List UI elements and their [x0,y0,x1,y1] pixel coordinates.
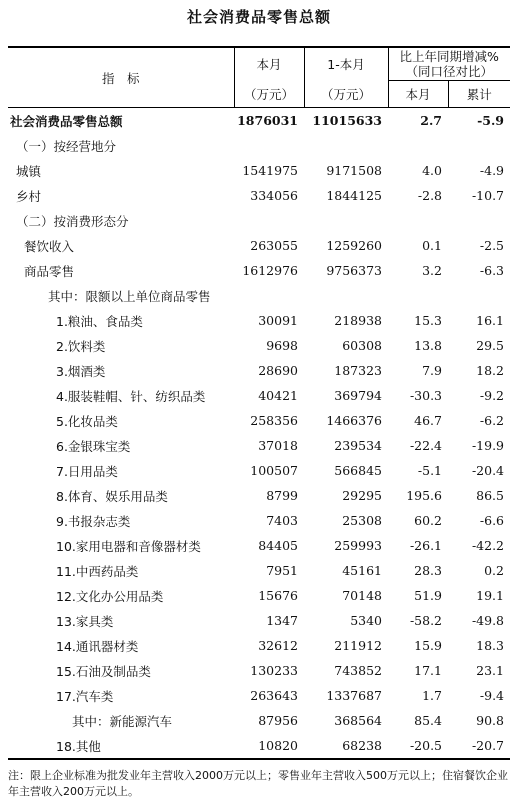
header-indicator: 指 标 [8,47,234,108]
row-growth-cum: -4.9 [479,163,504,178]
row-ytd: 239534 [334,438,382,453]
row-growth-cum: -20.7 [448,733,510,759]
row-name: 9.书报杂志类 [56,513,131,529]
table-row [8,683,510,708]
row-name: 8.体育、娱乐用品类 [56,488,168,504]
row-growth-cum: -6.6 [479,513,504,528]
row-name: 18.其他 [8,733,234,759]
row-growth-month: 3.2 [422,263,442,278]
row-growth-month: 13.8 [414,338,442,353]
row-month: 15676 [258,588,298,603]
row-ytd: 259993 [334,538,382,553]
row-name: 商品零售 [24,263,75,279]
table-row [8,583,510,608]
row-name: 5.化妆品类 [56,413,118,429]
row-ytd: 5340 [350,613,382,628]
row-ytd: 9171508 [326,163,382,178]
row-month: 28690 [258,363,298,378]
row-month: 32612 [258,638,298,653]
row-growth-cum: 90.8 [476,713,504,728]
table-row [8,233,510,258]
row-growth-month: 1.7 [422,688,442,703]
row-month [234,208,304,233]
row-growth-cum: -49.8 [471,613,504,628]
row-ytd: 368564 [334,713,382,728]
row-name: 6.金银珠宝类 [56,438,131,454]
row-name: 乡村 [16,188,42,204]
row-month: 1612976 [242,263,298,278]
row-name: （二）按消费形态分 [16,213,129,229]
row-ytd: 218938 [334,313,382,328]
row-month: 130233 [250,663,298,678]
row-ytd: 70148 [342,588,382,603]
table-row [8,483,510,508]
row-month: 84405 [258,538,298,553]
table-row [8,433,510,458]
row-ytd: 9756373 [326,263,382,278]
header-ytd-unit: （万元） [304,81,388,108]
table-row [8,658,510,683]
row-growth-cum: 23.1 [476,663,504,678]
row-growth-cum: -19.9 [471,438,504,453]
row-month: 7403 [266,513,298,528]
row-month: 40421 [258,388,298,403]
row-ytd [304,133,388,158]
row-month: 30091 [258,313,298,328]
row-growth-month: 0.1 [422,238,442,253]
table-row [8,283,510,308]
header-growth-label: 比上年同期增减% [399,49,499,64]
table-row [8,608,510,633]
row-ytd: 743852 [334,663,382,678]
row-growth-cum: -5.9 [477,113,504,128]
row-name: 3.烟酒类 [56,363,106,379]
row-name: 其中：限额以上单位商品零售 [48,288,211,304]
table-row [8,258,510,283]
header-growth [388,47,510,81]
row-month: 9698 [266,338,298,353]
row-ytd: 60308 [342,338,382,353]
row-growth-month: 51.9 [414,588,442,603]
row-name: 其中：新能源汽车 [72,713,173,729]
row-name: 15.石油及制品类 [56,663,151,679]
table-row [8,358,510,383]
row-growth-month: 28.3 [414,563,442,578]
table-row [8,183,510,208]
row-growth-cum: -9.2 [479,388,504,403]
table-row [8,408,510,433]
header-growth-sub: （同口径对比） [405,64,493,79]
row-growth-cum: -9.4 [479,688,504,703]
row-growth-month: 46.7 [414,413,442,428]
row-month: 87956 [258,713,298,728]
row-growth-month: 85.4 [414,713,442,728]
row-growth-cum: -6.3 [479,263,504,278]
row-name: （一）按经营地分 [16,138,117,154]
row-growth-month: 15.3 [414,313,442,328]
header-ytd: 1-本月 [304,47,388,81]
row-name: 1.粮油、食品类 [56,313,143,329]
row-growth-month: 195.6 [406,488,442,503]
row-ytd: 29295 [342,488,382,503]
header-growth-cum: 累计 [448,81,510,108]
row-name: 社会消费品零售总额 [10,113,123,129]
row-month [234,133,304,158]
retail-sales-table [8,46,510,760]
table-row [8,633,510,658]
row-growth-month: -2.8 [417,188,442,203]
row-name: 餐饮收入 [24,238,75,254]
row-name: 11.中西药品类 [56,563,139,579]
row-growth-cum: -2.5 [479,238,504,253]
row-growth-cum [448,208,510,233]
row-ytd: 211912 [334,638,382,653]
row-ytd: 45161 [342,563,382,578]
row-name: 7.日用品类 [56,463,118,479]
table-row [8,733,510,759]
row-month: 8799 [266,488,298,503]
row-growth-cum: -10.7 [471,188,504,203]
table-row [8,558,510,583]
row-month: 100507 [250,463,298,478]
row-ytd: 1466376 [326,413,382,428]
header-month: 本月 [234,47,304,81]
row-month [234,283,304,308]
row-month: 1347 [266,613,298,628]
row-growth-month: 4.0 [422,163,442,178]
header-growth-month: 本月 [388,81,448,108]
row-growth-month: 7.9 [422,363,442,378]
row-ytd: 25308 [342,513,382,528]
row-ytd: 566845 [334,463,382,478]
table-row [8,108,510,134]
row-name: 13.家具类 [56,613,114,629]
row-growth-month: -58.2 [409,613,442,628]
row-ytd: 1337687 [326,688,382,703]
row-growth-month [388,208,448,233]
row-growth-cum: 19.1 [476,588,504,603]
row-growth-month: -20.5 [388,733,448,759]
row-ytd [304,283,388,308]
row-month: 334056 [250,188,298,203]
row-growth-month: 17.1 [414,663,442,678]
row-name: 12.文化办公用品类 [56,588,164,604]
row-name: 10.家用电器和音像器材类 [56,538,201,554]
page-title: 社会消费品零售总额 [186,8,331,26]
row-month: 1541975 [242,163,298,178]
footnote: 注：限上企业标准为批发业年主营收入2000万元以上；零售业年主营收入500万元以上；住宿餐饮企业年主营收入200万元以上。 [8,769,508,798]
row-name: 城镇 [16,163,42,179]
row-ytd: 1259260 [326,238,382,253]
row-ytd: 1844125 [326,188,382,203]
row-growth-cum: 16.1 [476,313,504,328]
row-growth-month: -5.1 [417,463,442,478]
row-name: 17.汽车类 [56,688,114,704]
row-growth-cum [448,133,510,158]
table-row [8,533,510,558]
row-growth-cum: -6.2 [479,413,504,428]
row-growth-month [388,133,448,158]
row-growth-cum: -20.4 [471,463,504,478]
table-row [8,508,510,533]
row-growth-month: -26.1 [409,538,442,553]
row-growth-cum: -42.2 [471,538,504,553]
table-row [8,308,510,333]
row-ytd: 68238 [304,733,388,759]
table-row [8,133,510,158]
row-name: 4.服装鞋帽、针、纺织品类 [56,388,206,404]
row-growth-month: 15.9 [414,638,442,653]
row-ytd: 369794 [334,388,382,403]
row-growth-cum: 86.5 [476,488,504,503]
row-name: 2.饮料类 [56,338,106,354]
row-month: 37018 [258,438,298,453]
row-ytd [304,208,388,233]
table-row [8,708,510,733]
header-month-unit: （万元） [234,81,304,108]
row-ytd: 187323 [334,363,382,378]
row-month: 258356 [250,413,298,428]
row-month: 10820 [234,733,304,759]
row-month: 7951 [266,563,298,578]
row-name: 14.通讯器材类 [56,638,139,654]
row-growth-month: -22.4 [409,438,442,453]
row-growth-month: 2.7 [420,113,442,128]
table-row [8,383,510,408]
table-row [8,333,510,358]
table-row [8,458,510,483]
row-growth-month: -30.3 [409,388,442,403]
row-month: 1876031 [237,113,298,128]
table-row [8,158,510,183]
row-ytd: 11015633 [312,113,382,128]
row-growth-cum: 18.3 [476,638,504,653]
row-month: 263643 [250,688,298,703]
row-growth-month: 60.2 [414,513,442,528]
row-growth-cum [448,283,510,308]
row-growth-month [388,283,448,308]
table-row [8,208,510,233]
row-growth-cum: 18.2 [476,363,504,378]
row-growth-cum: 0.2 [484,563,504,578]
row-growth-cum: 29.5 [476,338,504,353]
row-month: 263055 [250,238,298,253]
